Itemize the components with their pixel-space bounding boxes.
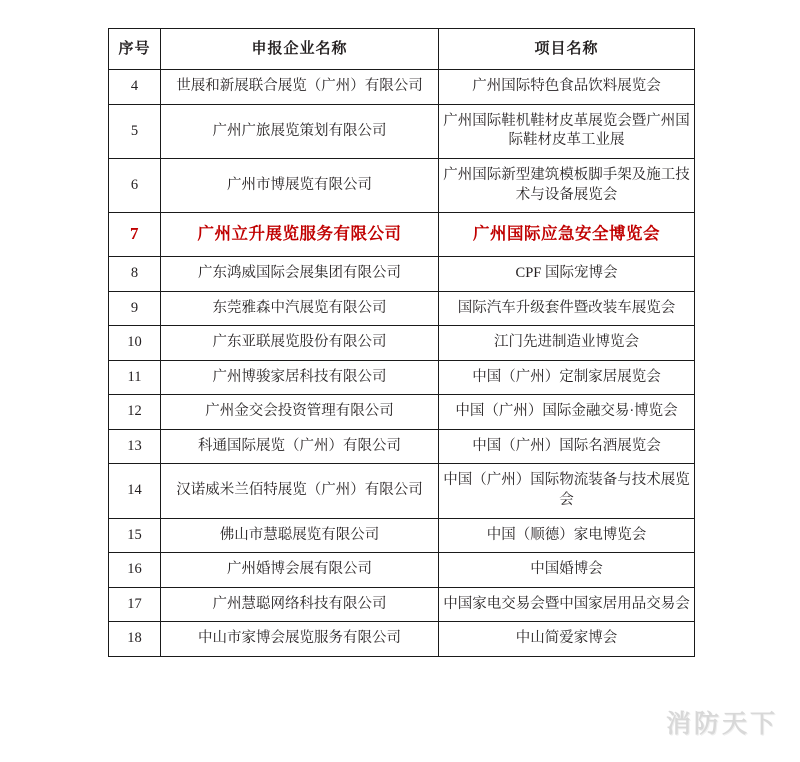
table-row: [109, 257, 695, 292]
cell-project: 广州国际应急安全博览会: [439, 213, 695, 257]
table-row: [109, 429, 695, 464]
table-row: [109, 360, 695, 395]
table-row: [109, 213, 695, 257]
table-row: [109, 291, 695, 326]
cell-company: 广州博骏家居科技有限公司: [161, 360, 439, 395]
cell-no: 16: [109, 553, 161, 588]
cell-no: 4: [109, 70, 161, 105]
cell-company: 科通国际展览（广州）有限公司: [161, 429, 439, 464]
cell-no: 17: [109, 587, 161, 622]
table-row: [109, 158, 695, 212]
column-header-company: 申报企业名称: [161, 29, 439, 70]
cell-project: 中国家电交易会暨中国家居用品交易会: [439, 587, 695, 622]
cell-project: CPF 国际宠博会: [439, 257, 695, 292]
column-header-project: 项目名称: [439, 29, 695, 70]
cell-company: 广东鸿威国际会展集团有限公司: [161, 257, 439, 292]
cell-no: 9: [109, 291, 161, 326]
cell-company: 佛山市慧聪展览有限公司: [161, 518, 439, 553]
table-header: [109, 29, 695, 70]
cell-no: 14: [109, 464, 161, 518]
cell-project: 中山简爱家博会: [439, 622, 695, 657]
cell-no: 7: [109, 213, 161, 257]
cell-no: 15: [109, 518, 161, 553]
cell-no: 12: [109, 395, 161, 430]
table-header-row: [109, 29, 695, 70]
cell-project: 江门先进制造业博览会: [439, 326, 695, 361]
cell-project: 国际汽车升级套件暨改装车展览会: [439, 291, 695, 326]
cell-project: 中国（顺德）家电博览会: [439, 518, 695, 553]
cell-company: 中山市家博会展览服务有限公司: [161, 622, 439, 657]
cell-project: 中国（广州）国际名酒展览会: [439, 429, 695, 464]
cell-project: 中国（广州）国际物流装备与技术展览会: [439, 464, 695, 518]
cell-project: 中国婚博会: [439, 553, 695, 588]
cell-project: 中国（广州）定制家居展览会: [439, 360, 695, 395]
cell-company: 东莞雅森中汽展览有限公司: [161, 291, 439, 326]
cell-company: 广州慧聪网络科技有限公司: [161, 587, 439, 622]
table-row: [109, 553, 695, 588]
cell-no: 10: [109, 326, 161, 361]
cell-company: 汉诺威米兰佰特展览（广州）有限公司: [161, 464, 439, 518]
table-body: [109, 70, 695, 657]
cell-company: 广州立升展览服务有限公司: [161, 213, 439, 257]
table-row: [109, 395, 695, 430]
cell-project: 广州国际新型建筑模板脚手架及施工技术与设备展览会: [439, 158, 695, 212]
table-row: [109, 622, 695, 657]
table-row: [109, 587, 695, 622]
cell-company: 广州婚博会展有限公司: [161, 553, 439, 588]
cell-company: 广东亚联展览股份有限公司: [161, 326, 439, 361]
cell-no: 5: [109, 104, 161, 158]
watermark: 消防天下: [665, 710, 778, 738]
cell-company: 广州广旅展览策划有限公司: [161, 104, 439, 158]
cell-project: 中国（广州）国际金融交易·博览会: [439, 395, 695, 430]
cell-no: 11: [109, 360, 161, 395]
exhibition-table: [108, 28, 695, 657]
cell-project: 广州国际特色食品饮料展览会: [439, 70, 695, 105]
cell-company: 广州市博展览有限公司: [161, 158, 439, 212]
cell-no: 18: [109, 622, 161, 657]
cell-no: 13: [109, 429, 161, 464]
table-row: [109, 518, 695, 553]
table-row: [109, 70, 695, 105]
exhibition-table-container: [108, 28, 694, 657]
table-row: [109, 326, 695, 361]
cell-company: 广州金交会投资管理有限公司: [161, 395, 439, 430]
cell-company: 世展和新展联合展览（广州）有限公司: [161, 70, 439, 105]
cell-project: 广州国际鞋机鞋材皮革展览会暨广州国际鞋材皮革工业展: [439, 104, 695, 158]
column-header-no: 序号: [109, 29, 161, 70]
cell-no: 8: [109, 257, 161, 292]
table-row: [109, 104, 695, 158]
table-row: [109, 464, 695, 518]
cell-no: 6: [109, 158, 161, 212]
